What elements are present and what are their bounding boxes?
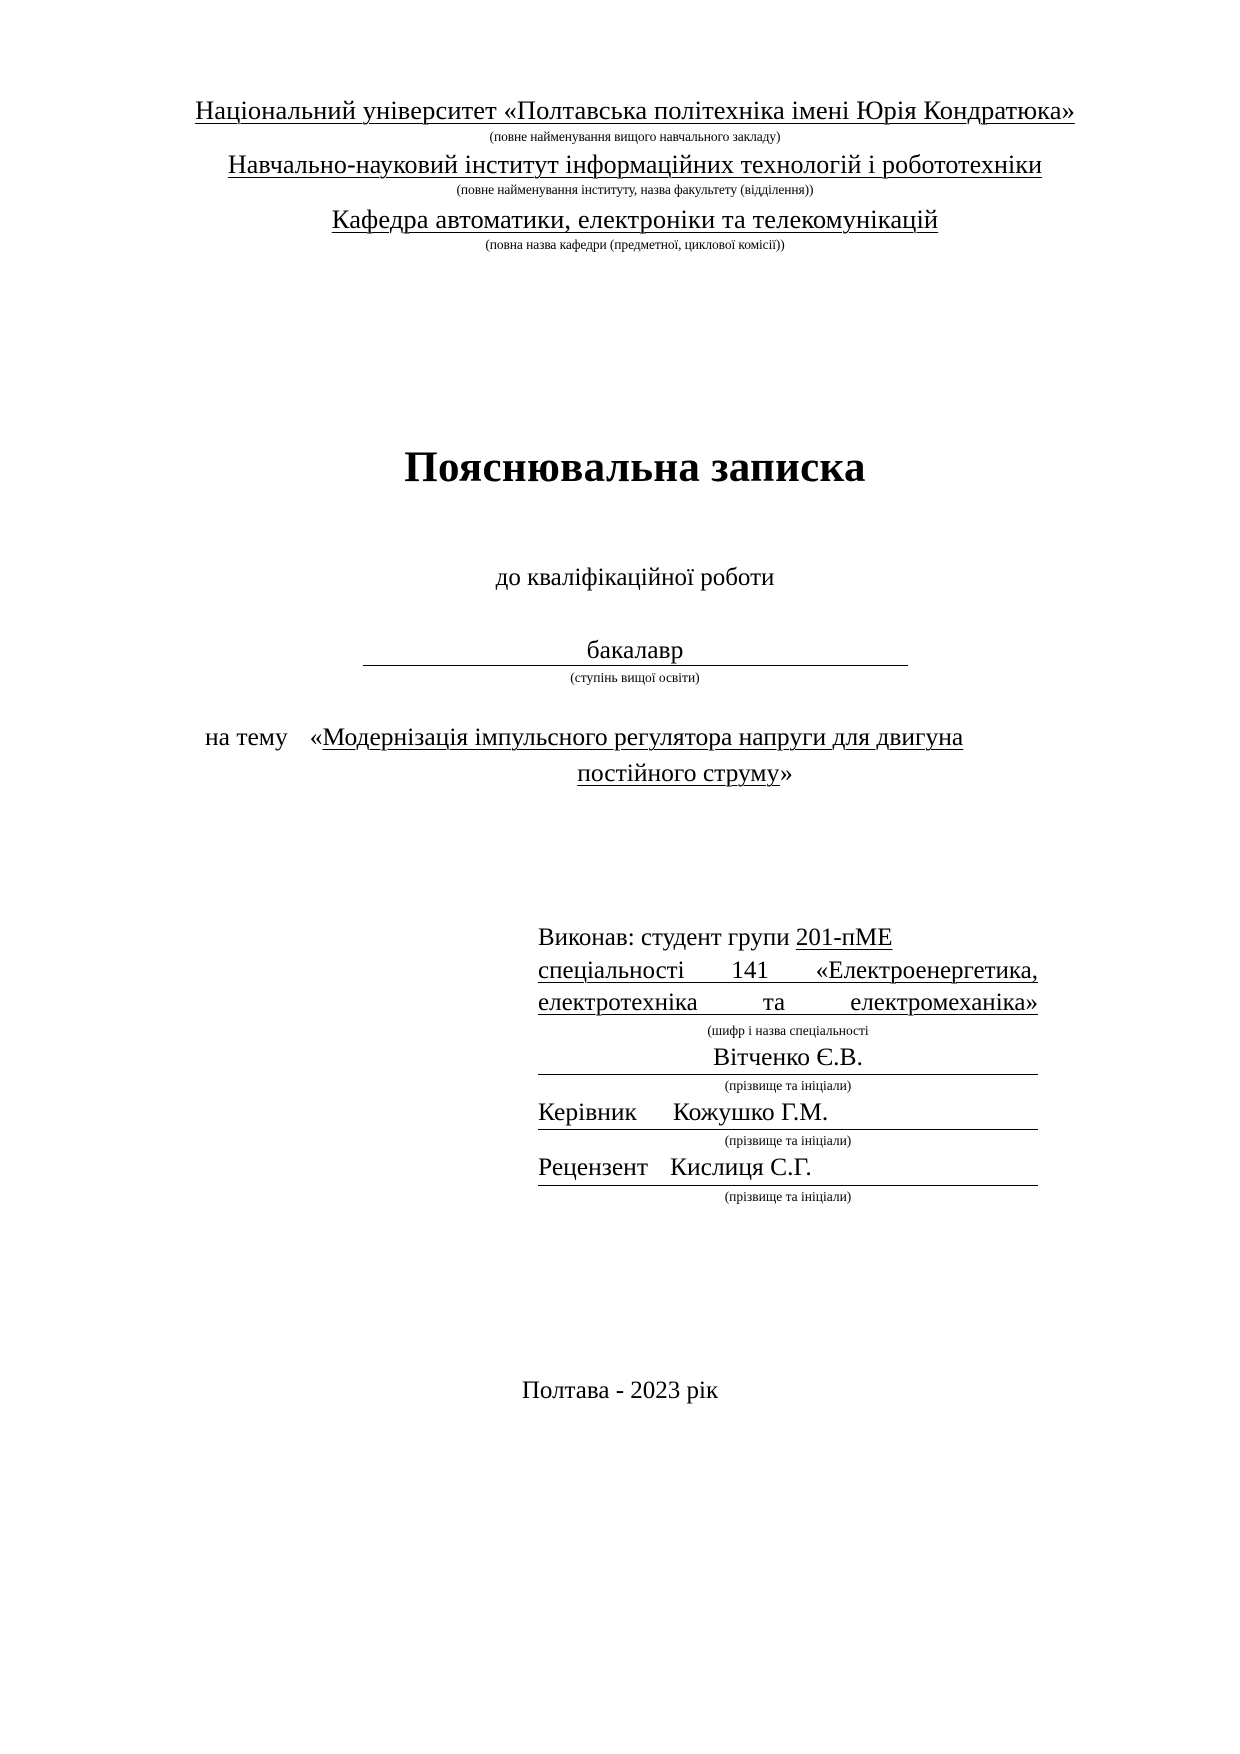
page-content — [150, 96, 1120, 1205]
department-caption: (повна назва кафедри (предметної, циклової комісії)) — [485, 237, 785, 253]
reviewer-row — [538, 1150, 1038, 1185]
supervisor-row — [538, 1095, 1038, 1130]
department-name: Кафедра автоматики, електроніки та телекомунікацій — [331, 203, 939, 234]
quote-close: » — [779, 758, 793, 788]
supervisor-label: Керівник — [538, 1097, 637, 1127]
speciality-caption: (шифр і назва спеціальності — [707, 1022, 869, 1038]
speciality-line-2: електротехніка та електромеханіка» — [538, 989, 1038, 1017]
reviewer-caption: (прізвище та ініціали) — [724, 1188, 852, 1204]
theme-label: на тему — [205, 722, 288, 752]
theme-first-line — [150, 720, 1120, 754]
reviewer-label: Рецензент — [538, 1152, 648, 1182]
theme-text-line-2: постійного струму — [577, 758, 780, 788]
document-title: Пояснювальна записка — [404, 444, 866, 491]
document-subtitle: до кваліфікаційної роботи — [495, 564, 775, 591]
institute-caption: (повне найменування інституту, назва факультету (відділення)) — [456, 182, 814, 198]
university-caption: (повне найменування вищого навчального закладу) — [489, 128, 781, 144]
theme-second-line — [150, 756, 1120, 790]
performed-by-label: Виконав: студент групи — [538, 924, 796, 952]
student-name-caption: (прізвище та ініціали) — [724, 1077, 852, 1093]
speciality-line-1: спеціальності 141 «Електроенергетика, — [538, 956, 1038, 984]
degree-field: бакалавр — [363, 635, 908, 666]
student-group: 201-пМЕ — [795, 924, 893, 952]
theme-text-line-1: Модернізація імпульсного регулятора напруги для двигуна — [322, 722, 964, 752]
university-name: Національний університет «Полтавська політехніка імені Юрія Кондратюка» — [195, 95, 1075, 125]
university-line — [150, 96, 1120, 126]
student-name-field: Вітченко Є.В. — [538, 1040, 1038, 1075]
signatory-block — [538, 922, 1038, 1205]
supervisor-name: Кожушко Г.М. — [672, 1097, 829, 1127]
degree-caption: (ступінь вищої освіти) — [570, 670, 700, 686]
institute-name: Навчально-науковий інститут інформаційних технологій і робототехніки — [227, 150, 1043, 180]
degree-row — [150, 635, 1120, 666]
department-line — [150, 205, 1120, 235]
quote-open: « — [309, 722, 323, 752]
institute-line — [150, 150, 1120, 179]
page-footer: Полтава - 2023 рік — [521, 1377, 719, 1404]
supervisor-caption: (прізвище та ініціали) — [724, 1133, 852, 1149]
theme-block — [150, 720, 1120, 790]
performed-by-line — [538, 922, 1038, 955]
reviewer-name: Кислиця С.Г. — [669, 1152, 812, 1182]
